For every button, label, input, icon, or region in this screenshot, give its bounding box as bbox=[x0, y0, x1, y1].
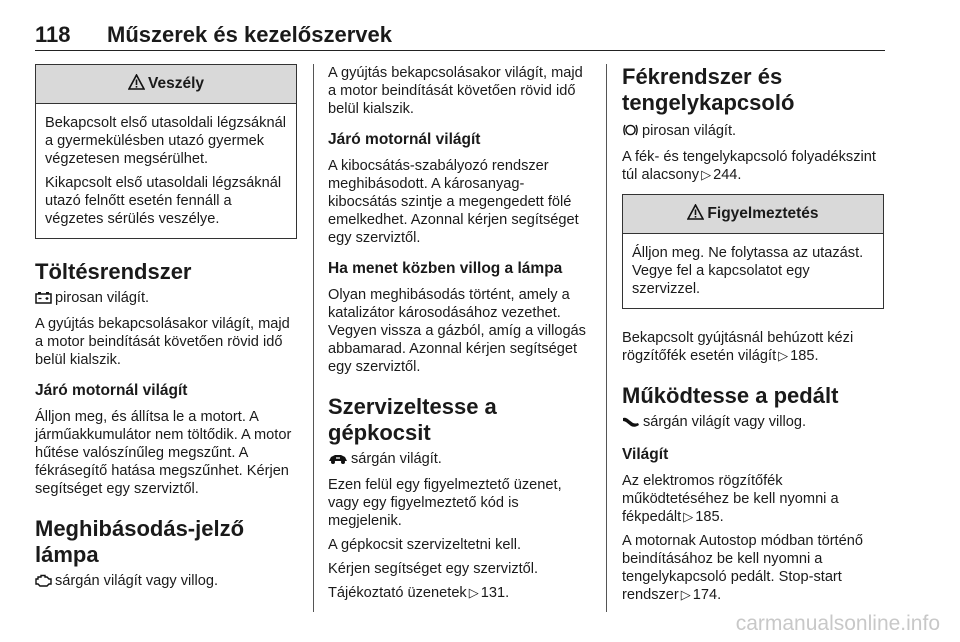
parking-brake-text: Bekapcsolt gyújtásnál behúzott kézi rögzítőfék esetén világít ▷ 185. bbox=[622, 330, 854, 364]
danger-box-header bbox=[36, 65, 296, 104]
service-status: sárgán világít. bbox=[328, 450, 590, 470]
charging-text: Álljon meg, és állítsa le a motort. A járműakkumulátor nem töltődik. A motor hűtése valószínűleg megszűnt. A fékrásegítő hatása megszűnhet. Kérjen segítséget egy szerviztől. bbox=[35, 409, 292, 497]
brake-heading: Fékrendszer és tengelykapcsoló bbox=[622, 64, 795, 115]
charging-subheading: Járó motornál világít bbox=[35, 382, 188, 399]
pedal-text: A motornak Autostop módban történő beindításához be kell nyomni a tengelykapcsoló pedált. Stop-start rendszer ▷ 174. bbox=[622, 533, 863, 603]
page-ref[interactable]: 185. bbox=[790, 348, 819, 364]
mil-heading: Meghibásodás-jelző lámpa bbox=[35, 516, 245, 567]
page-number: 118 bbox=[35, 22, 71, 47]
page-ref[interactable]: 174. bbox=[692, 587, 722, 603]
brake-status: pirosan világít. bbox=[622, 122, 884, 142]
page-ref-icon: ▷ bbox=[683, 509, 694, 524]
service-text: A gépkocsit szervizeltetni kell. bbox=[328, 537, 522, 553]
mil-text: A gyújtás bekapcsolásakor világít, majd a motor beindítását követően rövid idő belül kialszik. bbox=[328, 65, 583, 117]
warning-triangle-icon bbox=[687, 204, 704, 225]
mil-subheading: Járó motornál világít bbox=[328, 131, 481, 148]
danger-title: Veszély bbox=[147, 75, 205, 92]
warning-box-header bbox=[623, 195, 883, 234]
danger-text: Bekapcsolt első utasoldali légzsáknál a gyermekülésben utazó gyermek végzetesen megsérülhet. bbox=[45, 115, 286, 167]
mil-text: Olyan meghibásodás történt, amely a katalizátor károsodásához vezethet. Vegyen vissza a gázból, amíg a villogás abbamarad. Azonnal kérjen segítséget egy szerviztől. bbox=[328, 287, 586, 375]
pedal-text: Az elektromos rögzítőfék működtetéséhez be kell nyomni a fékpedált ▷ 185. bbox=[622, 473, 839, 525]
brake-icon bbox=[622, 123, 639, 142]
danger-box bbox=[35, 64, 297, 239]
warning-text: Álljon meg. Ne folytassa az utazást. Vegye fel a kapcsolatot egy szervizzel. bbox=[632, 245, 864, 297]
warning-box bbox=[622, 194, 884, 309]
mil-status: sárgán világít vagy villog. bbox=[35, 572, 297, 592]
engine-icon bbox=[35, 574, 52, 592]
foot-pedal-icon bbox=[622, 415, 640, 433]
column-2 bbox=[328, 64, 590, 608]
pedal-subheading: Világít bbox=[622, 446, 669, 463]
column-divider bbox=[606, 64, 607, 612]
page-ref[interactable]: 131. bbox=[480, 585, 510, 601]
charging-text: A gyújtás bekapcsolásakor világít, majd a motor beindítását követően rövid idő belül kialszik. bbox=[35, 316, 290, 368]
charging-heading: Töltésrendszer bbox=[35, 259, 192, 284]
page-ref[interactable]: 244. bbox=[713, 167, 742, 183]
page-ref-icon: ▷ bbox=[468, 585, 479, 600]
charging-status: pirosan világít. bbox=[35, 289, 297, 309]
battery-icon bbox=[35, 291, 52, 309]
page-header bbox=[35, 20, 885, 51]
pedal-status: sárgán világít vagy villog. bbox=[622, 413, 884, 433]
page-title: Műszerek és kezelőszervek bbox=[107, 22, 392, 47]
brake-text: A fék- és tengelykapcsoló folyadékszint túl alacsony ▷ 244. bbox=[622, 149, 876, 183]
warning-title: Figyelmeztetés bbox=[707, 205, 819, 222]
page-ref-icon: ▷ bbox=[701, 167, 712, 182]
column-3 bbox=[622, 64, 884, 610]
danger-text: Kikapcsolt első utasoldali légzsáknál utazó felnőtt esetén fennáll a végzetes sérülés veszélye. bbox=[45, 175, 282, 227]
page-ref-icon: ▷ bbox=[778, 348, 789, 363]
service-heading: Szervizeltesse a gépkocsit bbox=[328, 394, 497, 445]
watermark: carmanualsonline.info bbox=[735, 612, 940, 635]
column-1 bbox=[35, 64, 297, 598]
pedal-heading: Működtesse a pedált bbox=[622, 383, 839, 408]
page-ref-icon: ▷ bbox=[680, 587, 691, 602]
mil-subheading: Ha menet közben villog a lámpa bbox=[328, 260, 563, 277]
service-text: Ezen felül egy figyelmeztető üzenet, vagy egy figyelmeztető kód is megjelenik. bbox=[328, 477, 562, 529]
service-text: Kérjen segítséget egy szerviztől. bbox=[328, 561, 539, 577]
column-divider bbox=[313, 64, 314, 612]
warning-triangle-icon bbox=[128, 74, 145, 95]
service-text: Tájékoztató üzenetek ▷ 131. bbox=[328, 585, 510, 601]
mil-text: A kibocsátás-szabályozó rendszer meghibásodott. A károsanyag-kibocsátás szintje a megengedett fölé emelkedhet. Azonnal kérjen segítséget egy szerviztől. bbox=[328, 158, 579, 246]
page-ref[interactable]: 185. bbox=[695, 509, 724, 525]
car-wrench-icon bbox=[328, 452, 348, 470]
